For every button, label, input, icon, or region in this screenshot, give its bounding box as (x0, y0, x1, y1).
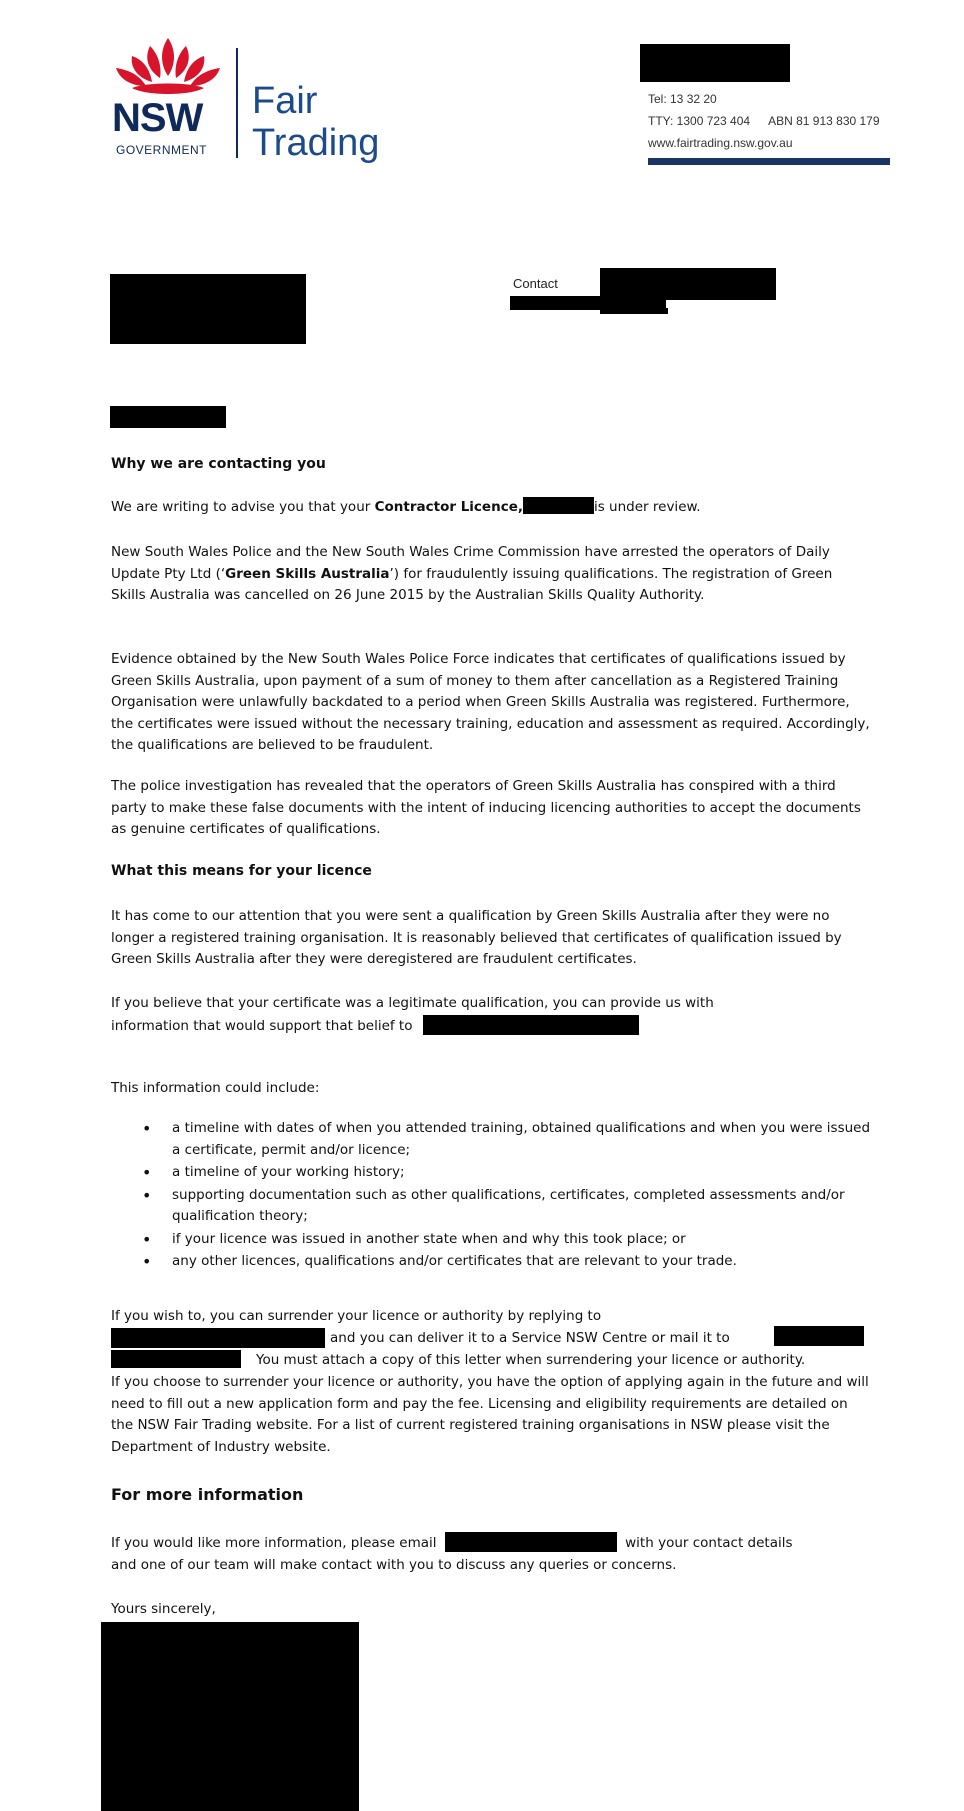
list-item: • a timeline of your working history; (140, 1162, 880, 1184)
legitimate-line-2 (111, 1015, 639, 1038)
government-wordmark: GOVERNMENT (116, 143, 208, 157)
contact-website: www.fairtrading.nsw.gov.au (648, 136, 793, 150)
surrender-line-1: If you wish to, you can surrender your licence or authority by replying to (111, 1308, 602, 1324)
redacted-signature (101, 1622, 359, 1811)
list-item: • if your licence was issued in another state when and why this took place; or (140, 1229, 880, 1251)
legitimate-line-2-text: information that would support that belief to (111, 1018, 413, 1034)
legitimate-line-1: If you believe that your certificate was a legitimate qualification, you can provide us with (111, 995, 714, 1011)
intro-before: We are writing to advise you that your (111, 499, 375, 515)
nsw-wordmark: NSW (112, 96, 203, 140)
redacted-reply-address (423, 1015, 639, 1035)
redacted-salutation (110, 406, 226, 428)
heading-why-contacting: Why we are contacting you (111, 456, 326, 472)
list-item: • supporting documentation such as other qualifications, certificates, completed assessments and/or qualification theory; (140, 1185, 880, 1228)
info-intro: This information could include: (111, 1080, 320, 1096)
contact-tel: Tel: 13 32 20 (648, 92, 717, 106)
more-line-1-b: with your contact details (625, 1535, 793, 1551)
paragraph-arrest (111, 542, 871, 607)
redacted-address-top (640, 44, 790, 82)
waratah-flower-icon (112, 36, 224, 98)
paragraph-evidence: Evidence obtained by the New South Wales Police Force indicates that certificates of qualifications issued by Green Skills Australia, upon payment of a sum of money to them after cancellation as a Registered Training Organisation were unlawfully backdated to a period when Green Skills Australia was registered. Furthermore, the certificates were issued without the necessary training, education and assessment as required. Accordingly, the qualifications are believed to be fraudulent. (111, 651, 870, 753)
more-line-2: and one of our team will make contact with you to discuss any queries or concerns. (111, 1557, 677, 1573)
para1-a: New South Wales Police and the New South Wales Crime Commission have arrested the operators of Daily Update Pty Ltd (‘ (111, 544, 830, 582)
redacted-mail-address-a (774, 1326, 864, 1346)
signoff: Yours sincerely, (111, 1601, 216, 1617)
more-line-1-a: If you would like more information, please email (111, 1535, 437, 1551)
intro-line (111, 497, 701, 519)
list-item: • any other licences, qualifications and/or certificates that are relevant to your trade. (140, 1251, 880, 1273)
fair-trading-wordmark (252, 80, 379, 164)
contact-tty: TTY: 1300 723 404 (648, 114, 751, 128)
paragraph-surrender-details: If you choose to surrender your licence or authority, you have the option of applying again in the future and will need to fill out a new application form and pay the fee. Licensing and eligibility requirements are detailed on the NSW Fair Trading website. For a list of current registered training organisations in NSW please visit the Department of Industry website. (111, 1374, 869, 1455)
fair-word: Fair (252, 80, 318, 122)
redacted-licence-number (523, 497, 594, 514)
intro-after: is under review. (593, 499, 701, 515)
redacted-recipient-address (110, 274, 306, 344)
surrender-line-2: and you can deliver it to a Service NSW Centre or mail it to (330, 1330, 730, 1346)
surrender-line-3: You must attach a copy of this letter when surrendering your licence or authority. (256, 1352, 806, 1368)
contact-label: Contact (513, 276, 558, 291)
trading-word: Trading (252, 122, 380, 164)
info-list (140, 1118, 880, 1274)
redacted-surrender-email (111, 1328, 325, 1348)
redacted-email-address (445, 1532, 617, 1552)
para1-bold: Green Skills Australia (225, 565, 390, 582)
intro-licence-type: Contractor Licence, (374, 499, 523, 515)
contact-tty-abn (648, 114, 880, 128)
logo-divider (236, 48, 238, 158)
para1-b: ’) for fraudulently issuing qualifications. The registration of Green Skills Australia was cancelled on 26 June 2015 by the Australian Skills Quality Authority. (111, 565, 833, 603)
redacted-mail-address-b (111, 1350, 241, 1368)
list-item: • a timeline with dates of when you attended training, obtained qualifications and when you were issued a certificate, permit and/or licence; (140, 1118, 880, 1161)
more-line-1 (111, 1532, 793, 1555)
heading-more-information: For more information (111, 1485, 304, 1504)
contact-accent-bar (648, 158, 890, 165)
paragraph-investigation: The police investigation has revealed that the operators of Green Skills Australia has conspired with a third party to make these false documents with the intent of inducing licencing authorities to accept the documents as genuine certificates of qualifications. (111, 778, 861, 837)
redacted-contact-underline (600, 308, 668, 314)
contact-abn: ABN 81 913 830 179 (768, 114, 880, 128)
paragraph-attention: It has come to our attention that you were sent a qualification by Green Skills Australia after they were no longer a registered training organisation. It is reasonably believed that certificates of qualification issued by Green Skills Australia after they were deregistered are fraudulent certificates. (111, 908, 842, 967)
heading-what-this-means: What this means for your licence (111, 863, 372, 879)
